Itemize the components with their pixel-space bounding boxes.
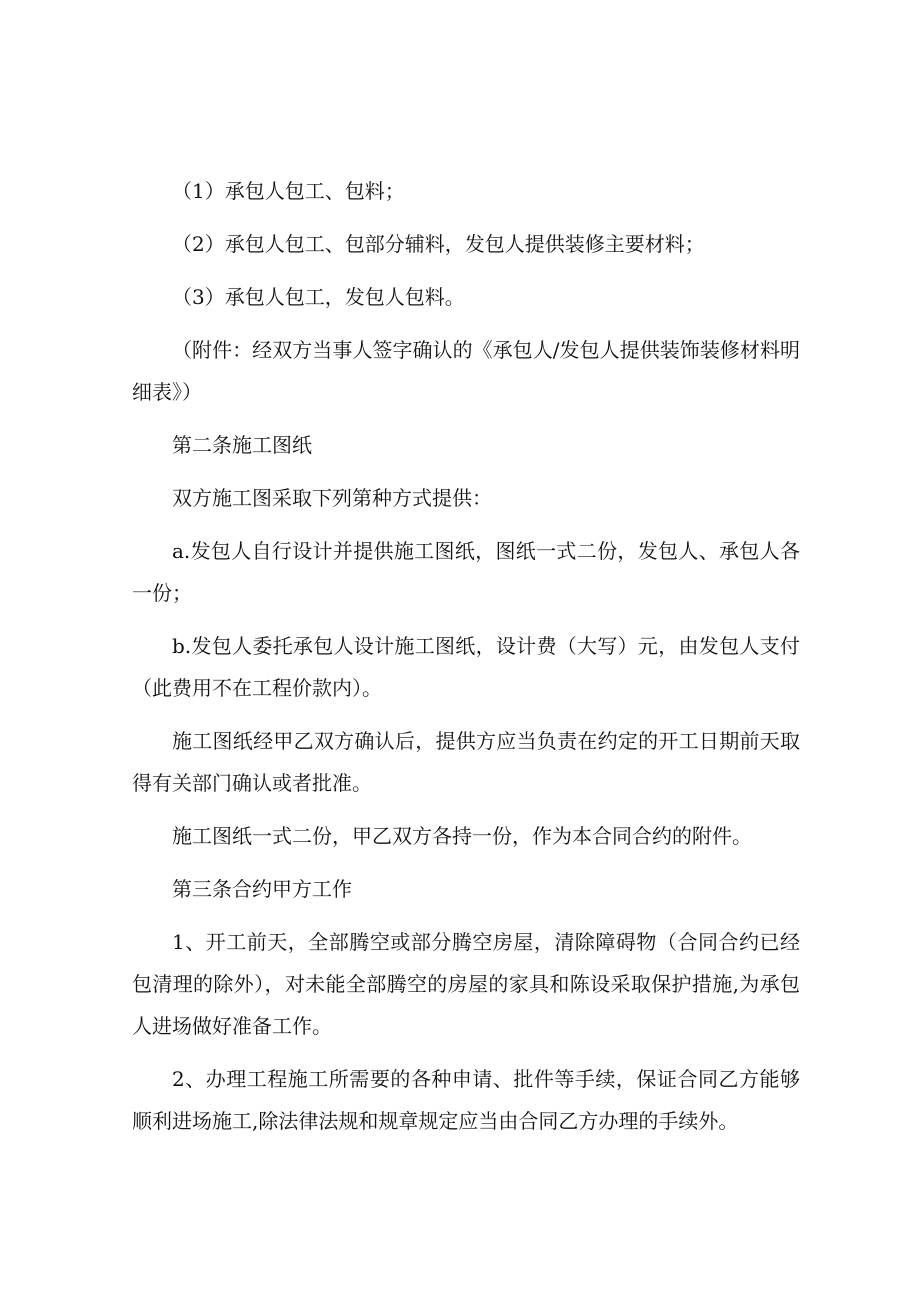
drawing-copies-paragraph: 施工图纸一式二份，甲乙双方各持一份，作为本合同合约的附件。 xyxy=(172,824,752,848)
section-heading-article-2: 第二条施工图纸 xyxy=(172,433,312,457)
attachment-note: （附件：经双方当事人签字确认的《承包人/发包人提供装饰装修材料明细表》） xyxy=(132,338,800,404)
clause-item-3: （3）承包人包工，发包人包料。 xyxy=(172,285,465,309)
drawing-option-b: b.发包人委托承包人设计施工图纸，设计费（大写）元，由发包人支付（此费用不在工程价款内）。 xyxy=(132,634,800,700)
document-body xyxy=(132,170,800,1153)
party-a-duty-1: 1、开工前天，全部腾空或部分腾空房屋，清除障碍物（合同合约已经包清理的除外），对未能全部腾空的房屋的家具和陈设采取保护措施,为承包人进场做好准备工作。 xyxy=(132,930,800,1038)
clause-item-1: （1）承包人包工、包料； xyxy=(172,179,405,203)
party-a-duty-2: 2、办理工程施工所需要的各种申请、批件等手续，保证合同乙方能够顺利进场施工,除法律法规和规章规定应当由合同乙方办理的手续外。 xyxy=(132,1067,800,1133)
drawing-option-a: a.发包人自行设计并提供施工图纸，图纸一式二份，发包人、承包人各一份； xyxy=(132,539,800,605)
section-heading-article-3: 第三条合约甲方工作 xyxy=(172,877,352,901)
drawing-method-intro: 双方施工图采取下列第种方式提供： xyxy=(172,486,492,510)
drawing-confirmation-paragraph: 施工图纸经甲乙双方确认后，提供方应当负责在约定的开工日期前天取得有关部门确认或者批准。 xyxy=(132,729,800,795)
clause-item-2: （2）承包人包工、包部分辅料，发包人提供装修主要材料； xyxy=(172,232,705,256)
